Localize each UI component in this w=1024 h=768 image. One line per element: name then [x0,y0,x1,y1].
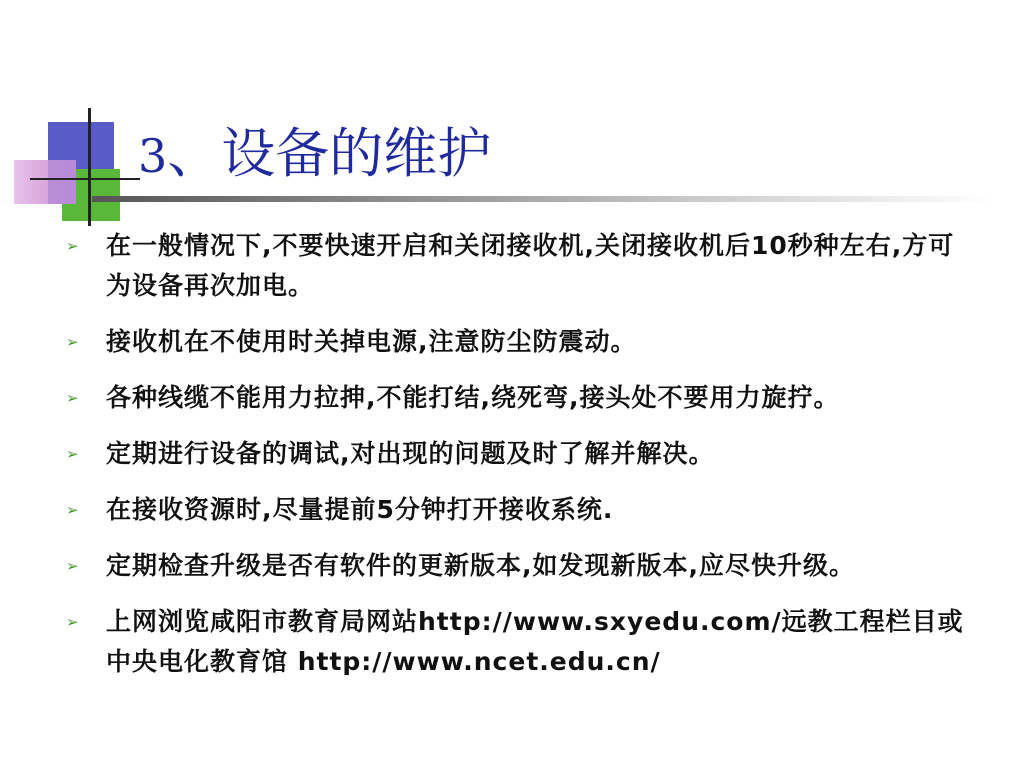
list-item-text: 定期进行设备的调试,对出现的问题及时了解并解决。 [106,439,715,468]
title-number: 3 [138,129,168,183]
arrow-bullet-icon: ➢ [66,389,80,407]
list-item [66,546,972,586]
decor-lilac-overlap [48,160,76,204]
title-underline [92,196,992,202]
title-text: 、设备的维护 [167,122,492,185]
list-item [66,490,972,530]
list-item-text: 各种线缆不能用力拉抻,不能打结,绕死弯,接头处不要用力旋拧。 [106,383,840,412]
list-item [66,602,972,682]
list-item [66,378,972,418]
decor-vertical-line [88,108,91,226]
list-item-text: 接收机在不使用时关掉电源,注意防尘防震动。 [106,327,637,356]
list-item [66,226,972,306]
list-item-text: 定期检查升级是否有软件的更新版本,如发现新版本,应尽快升级。 [106,551,855,580]
slide-title [138,124,491,183]
list-item-text: 在接收资源时,尽量提前5分钟打开接收系统. [106,495,614,524]
arrow-bullet-icon: ➢ [66,501,80,519]
list-item-text: 在一般情况下,不要快速开启和关闭接收机,关闭接收机后10秒种左右,方可为设备再次加电。 [106,231,955,300]
arrow-bullet-icon: ➢ [66,445,80,463]
arrow-bullet-icon: ➢ [66,237,80,255]
bullet-list [66,226,972,698]
arrow-bullet-icon: ➢ [66,557,80,575]
arrow-bullet-icon: ➢ [66,613,80,631]
list-item [66,434,972,474]
arrow-bullet-icon: ➢ [66,333,80,351]
list-item [66,322,972,362]
decor-horizontal-line [30,178,140,180]
list-item-text: 上网浏览咸阳市教育局网站http://www.sxyedu.com/远教工程栏目或中央电化教育馆 http://www.ncet.edu.cn/ [106,607,964,676]
